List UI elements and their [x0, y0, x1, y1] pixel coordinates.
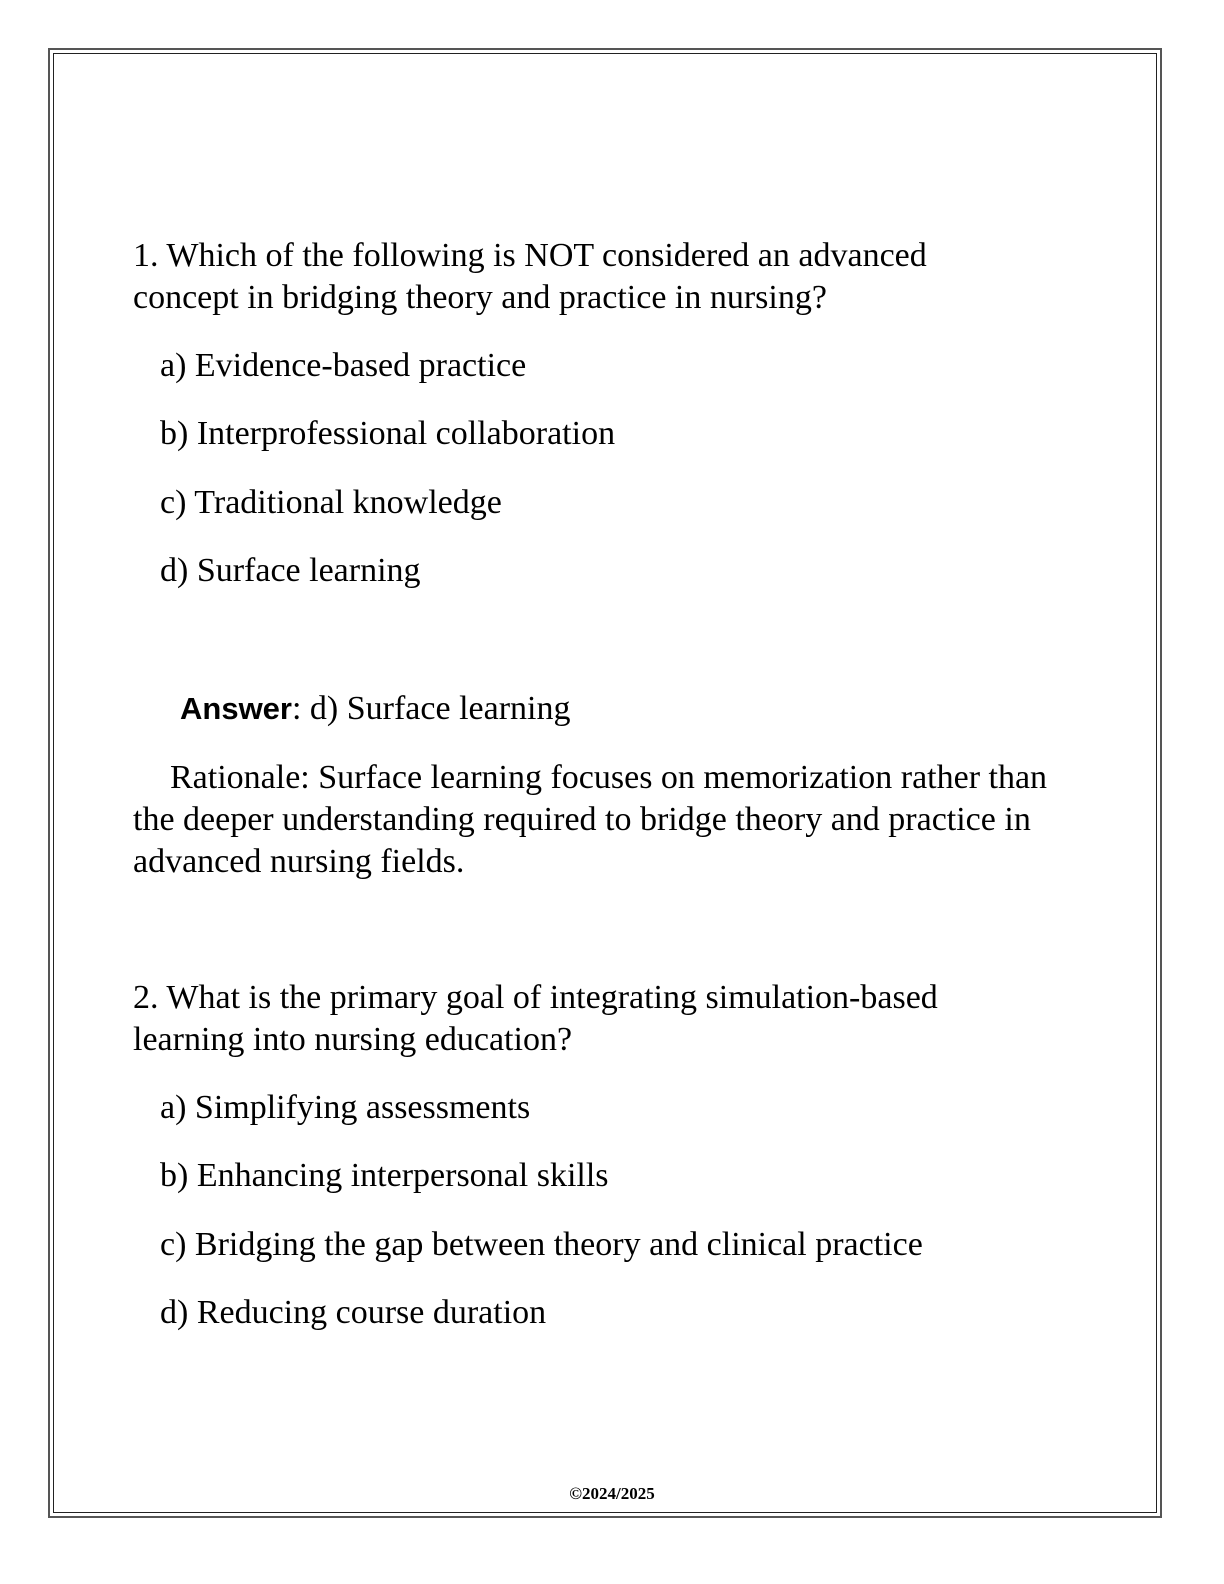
- question-2-option-a: a) Simplifying assessments: [160, 1089, 531, 1126]
- question-1-option-a: a) Evidence-based practice: [160, 347, 527, 384]
- question-2-option-d: d) Reducing course duration: [160, 1294, 547, 1331]
- question-2-option-c: c) Bridging the gap between theory and clinical practice: [160, 1226, 923, 1263]
- answer-label: Answer: [180, 691, 292, 726]
- question-1-stem-line-1: 1. Which of the following is NOT considered an advanced: [133, 237, 927, 274]
- question-2-stem-line-2: learning into nursing education?: [133, 1021, 573, 1058]
- footer-copyright: ©2024/2025: [569, 1484, 655, 1503]
- question-2-stem-line-1: 2. What is the primary goal of integrating simulation-based: [133, 979, 938, 1016]
- question-1-option-b: b) Interprofessional collaboration: [160, 415, 616, 452]
- question-1-stem-line-2: concept in bridging theory and practice in nursing?: [133, 279, 827, 316]
- question-1-option-c: c) Traditional knowledge: [160, 484, 502, 521]
- question-1-rationale: Rationale: Surface learning focuses on memorization rather than the deeper understanding required to bridge theory and practice in advanced nursing fields.: [133, 759, 1048, 880]
- question-1-answer: [180, 688, 570, 730]
- question-2-option-b: b) Enhancing interpersonal skills: [160, 1157, 609, 1194]
- answer-text: : d) Surface learning: [291, 690, 571, 727]
- question-1-option-d: d) Surface learning: [160, 552, 421, 589]
